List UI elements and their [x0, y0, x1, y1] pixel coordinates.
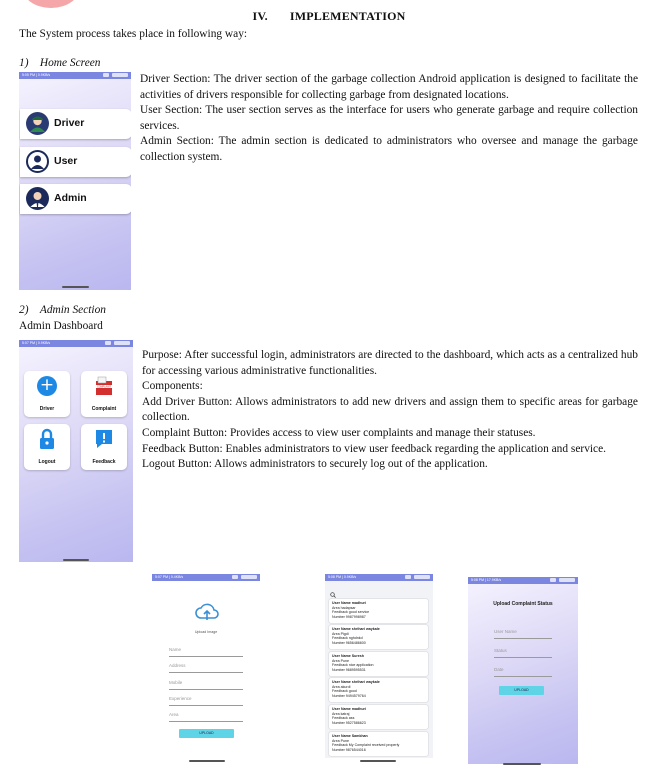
feedback-icon [94, 428, 114, 450]
card-number: Number 9527586623 [332, 720, 366, 725]
search-icon[interactable] [330, 585, 336, 591]
status-bar-text: 5:05 PM | 0.9KB/s [22, 73, 51, 77]
add-plus-icon: + [37, 376, 57, 396]
logout-tile-label: Logout [38, 459, 56, 465]
status-bar-text: 5:07 PM | 0.4KB/s [155, 575, 184, 579]
user-avatar-icon [26, 150, 49, 173]
card-area: Area hadapsar [332, 605, 356, 610]
feedback-text: Feedback Button: Enables administrators to view user feedback regarding the application and service. [142, 442, 607, 455]
nav-gesture-bar [63, 559, 89, 561]
name-field[interactable]: Name [169, 647, 243, 657]
card-feedback: Feedback good [332, 689, 357, 694]
card-user-name: User Name madhuri [332, 601, 366, 605]
card-user-name: User Name shrihari waykale [332, 627, 380, 631]
admin-section-text: Admin Section: The admin section is dedicated to administrators who oversee and manage the garbage collection system. [140, 135, 638, 163]
nav-gesture-bar [189, 760, 225, 762]
home-screen-phone [19, 72, 131, 290]
address-field[interactable]: Address [169, 663, 243, 673]
add-driver-phone [152, 574, 260, 758]
card-user-name: User Name Suresh [332, 654, 364, 658]
logout-button[interactable] [24, 424, 70, 470]
driver-avatar-icon [26, 112, 49, 135]
driver-button[interactable] [20, 109, 131, 139]
purpose-text: Purpose: After successful login, administrators are directed to the dashboard, which acts as a centralized hub for accessing various administrative functionalities. [142, 349, 638, 377]
admin-description [142, 348, 638, 473]
user-section-text: User Section: The user section serves as the interface for users who generate garbage and require collection services. [140, 104, 638, 132]
admin-avatar-icon [26, 187, 49, 210]
area-field[interactable]: Area [169, 712, 243, 722]
card-feedback: Feedback nice application [332, 663, 374, 668]
section-heading [0, 9, 658, 24]
experience-field[interactable]: Experience [169, 696, 243, 706]
home-screen-heading: 1) Home Screen [19, 57, 101, 69]
card-user-name: User Name shrihari waykale [332, 680, 380, 684]
driver-tile-label: Driver [39, 406, 55, 412]
user-button-label: User [54, 155, 78, 167]
status-bar-text: 5:07 PM | 0.9KB/s [22, 341, 51, 345]
section-title: IMPLEMENTATION [289, 9, 406, 23]
complaint-text: Complaint Button: Provides access to view user complaints and manage their statuses. [142, 426, 536, 439]
admin-button-label: Admin [54, 192, 87, 204]
decorative-circle [22, 0, 80, 8]
card-feedback: Feedback ass [332, 716, 355, 721]
card-number: Number 9689595531 [332, 667, 366, 672]
home-description [140, 72, 638, 166]
upload-image-label: Upload Image [194, 630, 218, 634]
nav-gesture-bar [503, 763, 541, 765]
add-driver-text: Add Driver Button: Allows administrators to add new drivers and assign them to specific areas for garbage collection. [142, 395, 638, 424]
status-field[interactable]: Status [494, 648, 552, 658]
intro-text: The System process takes place in following way: [19, 28, 248, 40]
feedback-list-phone [325, 574, 433, 758]
feedback-card [329, 652, 428, 676]
admin-dashboard-heading: Admin Dashboard [19, 320, 103, 332]
feedback-card [329, 732, 428, 756]
complaint-tile-label: Complaint [91, 406, 117, 412]
components-text: Components: [142, 380, 203, 393]
user-button[interactable] [20, 147, 131, 177]
card-area: Area Pigdi [332, 631, 349, 636]
feedback-card [329, 625, 428, 649]
driver-button-label: Driver [54, 117, 85, 129]
date-field[interactable]: Date [494, 667, 552, 677]
feedback-card [329, 678, 428, 702]
admin-button[interactable] [20, 184, 131, 214]
card-number: Number 9656486600 [332, 640, 366, 645]
feedback-card [329, 705, 428, 729]
card-number: Number 9987998987 [332, 614, 366, 619]
status-bar [325, 574, 433, 581]
nav-gesture-bar [360, 760, 396, 762]
upload-button[interactable]: UPLOAD [179, 729, 234, 738]
card-area: Area Pune [332, 658, 349, 663]
card-user-name: User Name Samkhan [332, 734, 368, 738]
card-feedback: Feedback My Complaint received properly [332, 743, 400, 748]
nav-gesture-bar [62, 286, 89, 288]
card-number: Number 9876544016 [332, 747, 366, 752]
card-area: Area Pune [332, 738, 349, 743]
status-bar [152, 574, 260, 581]
feedback-card [329, 599, 428, 623]
add-driver-button[interactable] [24, 371, 70, 417]
svg-text:COMPLAINT: COMPLAINT [97, 385, 111, 389]
card-area: Area katraj [332, 711, 350, 716]
admin-dashboard-phone [19, 340, 133, 562]
status-bar-text: 5:08 PM | 0.9KB/s [328, 575, 357, 579]
mobile-field[interactable]: Mobile [169, 680, 243, 690]
feedback-button[interactable] [81, 424, 127, 470]
status-bar [19, 340, 133, 347]
card-number: Number 9494579764 [332, 693, 366, 698]
logout-text: Logout Button: Allows administrators to securely log out of the application. [142, 458, 488, 471]
feedback-tile-label: Feedback [92, 459, 116, 465]
section-number: IV. [252, 9, 268, 23]
card-feedback: Feedback good service [332, 610, 370, 615]
card-user-name: User Name madhuri [332, 707, 366, 711]
complaint-status-title: Upload Complaint Status [493, 601, 553, 607]
admin-section-heading: 2) Admin Section [19, 304, 106, 316]
lock-icon [38, 428, 56, 450]
complaint-status-phone [468, 577, 578, 764]
driver-section-text: Driver Section: The driver section of the garbage collection Android application is designed to facilitate the activities of drivers responsible for collecting garbage from designated locations. [140, 73, 638, 101]
status-bar [19, 72, 131, 79]
status-bar [468, 577, 578, 584]
card-feedback: Feedback nghdnkd [332, 636, 363, 641]
user-name-field[interactable]: User Name [494, 629, 552, 639]
complaint-box-icon [94, 376, 114, 396]
upload-button[interactable]: UPLOAD [499, 686, 544, 695]
status-bar-text: 5:08 PM | 17.9KB/s [471, 578, 502, 582]
card-area: Area akurdi [332, 684, 351, 689]
cloud-upload-icon[interactable] [194, 602, 220, 622]
complaint-button[interactable] [81, 371, 127, 417]
